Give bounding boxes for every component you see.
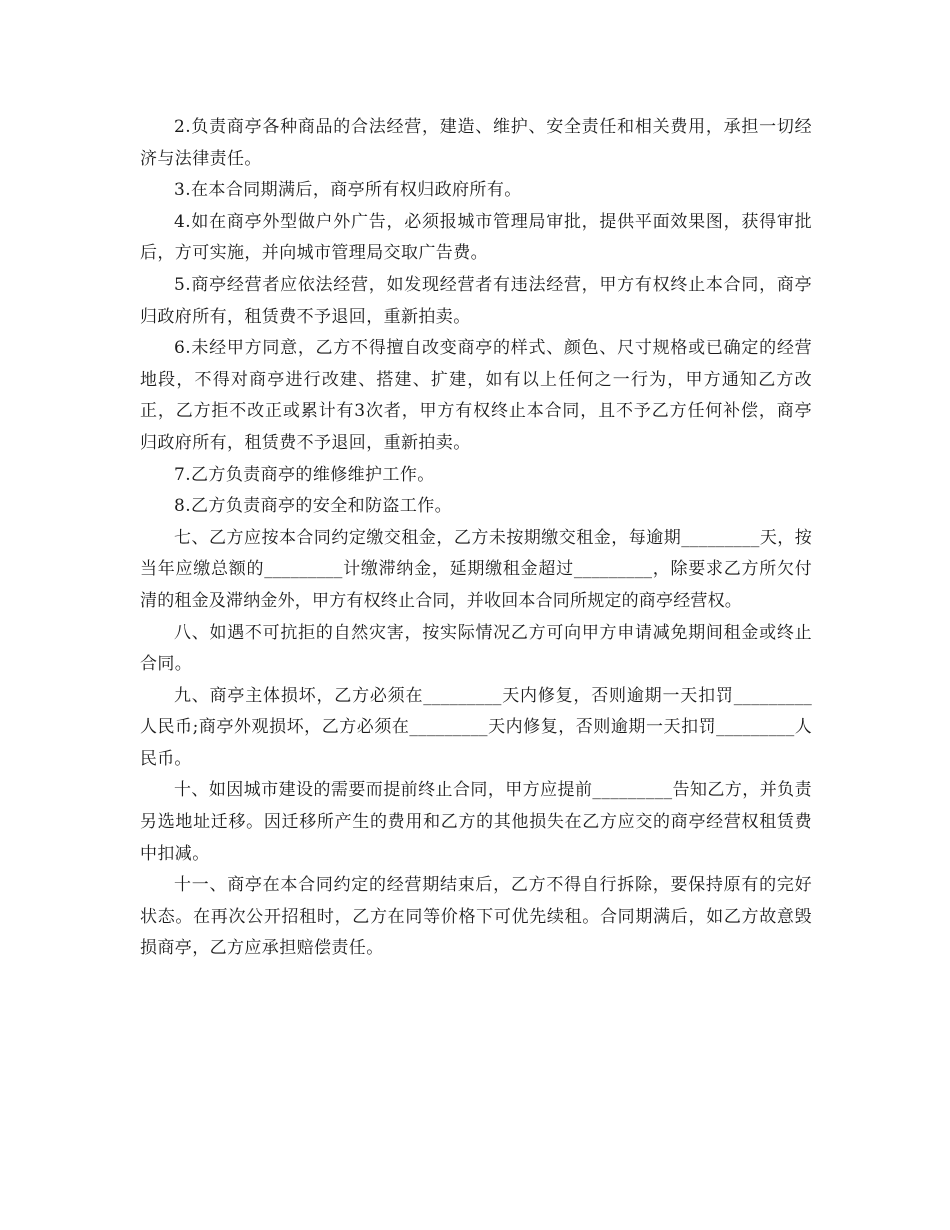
article-9: 九、商亭主体损坏，乙方必须在_________天内修复，否则逾期一天扣罚_________人民币;商亭外观损坏，乙方必须在_________天内修复，否则逾期一天扣罚_________人民币。 [140, 685, 812, 769]
clause-3: 3.在本合同期满后，商亭所有权归政府所有。 [174, 180, 522, 201]
clause-7: 7.乙方负责商亭的维修维护工作。 [174, 464, 435, 485]
article-11: 十一、商亭在本合同约定的经营期结束后，乙方不得自行拆除，要保持原有的完好状态。在再次公开招租时，乙方在同等价格下可优先续租。合同期满后，如乙方故意毁损商亭，乙方应承担赔偿责任。 [140, 875, 812, 959]
clause-4: 4.如在商亭外型做户外广告，必须报城市管理局审批，提供平面效果图，获得审批后，方可实施，并向城市管理局交取广告费。 [140, 211, 812, 264]
article-7: 七、乙方应按本合同约定缴交租金，乙方未按期缴交租金，每逾期_________天，按当年应缴总额的_________计缴滞纳金，延期缴租金超过_________，除要求乙方所欠付清的租金及滞纳金外，甲方有权终止合同，并收回本合同所规定的商亭经营权。 [140, 527, 812, 611]
clause-6: 6.未经甲方同意，乙方不得擅自改变商亭的样式、颜色、尺寸规格或已确定的经营地段，不得对商亭进行改建、搭建、扩建，如有以上任何之一行为，甲方通知乙方改正，乙方拒不改正或累计有3次者，甲方有权终止本合同，且不予乙方任何补偿，商亭归政府所有，租赁费不予退回，重新拍卖。 [140, 338, 812, 453]
document-page [140, 112, 812, 965]
clause-8: 8.乙方负责商亭的安全和防盗工作。 [174, 496, 453, 517]
article-8: 八、如遇不可抗拒的自然灾害，按实际情况乙方可向甲方申请减免期间租金或终止合同。 [140, 622, 812, 675]
clause-5: 5.商亭经营者应依法经营，如发现经营者有违法经营，甲方有权终止本合同，商亭归政府所有，租赁费不予退回，重新拍卖。 [140, 274, 812, 327]
article-10: 十、如因城市建设的需要而提前终止合同，甲方应提前_________告知乙方，并负责另选地址迁移。因迁移所产生的费用和乙方的其他损失在乙方应交的商亭经营权租赁费中扣减。 [140, 780, 812, 864]
clause-2: 2.负责商亭各种商品的合法经营，建造、维护、安全责任和相关费用，承担一切经济与法律责任。 [140, 117, 812, 169]
